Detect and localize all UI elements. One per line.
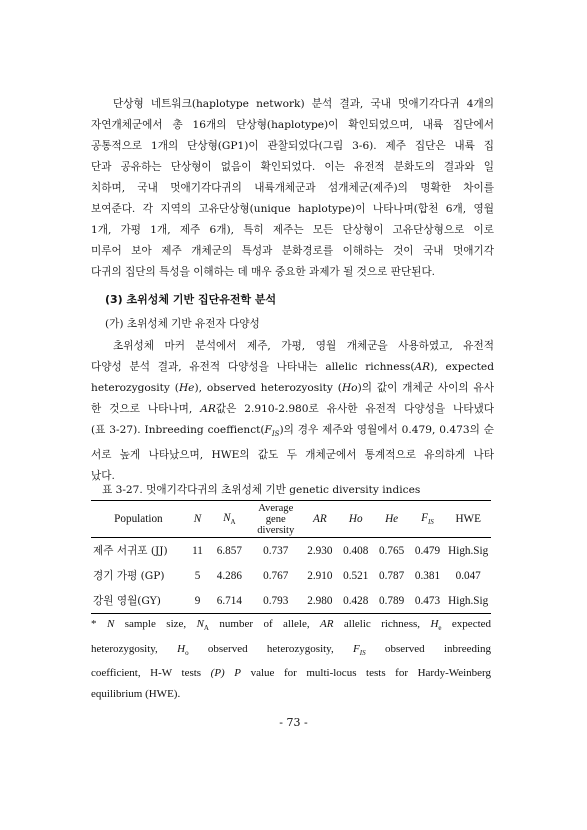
cell-n: 11 — [192, 544, 203, 557]
header-na: $N_A$ — [223, 511, 236, 527]
cell-fis: 0.479 — [414, 544, 441, 557]
cell-avg: 0.767 — [263, 569, 289, 582]
cell-hwe: High.Sig — [448, 594, 489, 607]
subsection-heading: (가) 초위성체 기반 유전자 다양성 — [105, 318, 260, 330]
section-heading: (3) 초위성체 기반 집단유전학 분석 — [105, 293, 277, 306]
cell-na: 6.857 — [216, 544, 242, 557]
text-line: heterozygosity (He), observed heterozyosity (Ho)의 값이 개체군 사이의 유사 — [91, 382, 494, 394]
text-line: 단상형 네트워크(haplotype network) 분석 결과, 국내 멋애기각다귀 4개의 — [113, 98, 494, 110]
cell-he: 0.787 — [379, 569, 405, 582]
header-n: N — [193, 513, 202, 525]
header-average-gene-diversity — [250, 501, 302, 538]
footnote-line: * N sample size, $N_A$ number of allele, AR allelic richness, $H_e$ expected — [91, 618, 491, 633]
cell-fis: 0.381 — [414, 569, 441, 582]
cell-avg: 0.737 — [263, 544, 289, 557]
table-row — [91, 588, 491, 614]
cell-n: 9 — [194, 594, 201, 607]
cell-ar: 2.980 — [307, 594, 333, 607]
cell-ar: 2.910 — [307, 569, 333, 582]
cell-n: 5 — [194, 569, 201, 582]
cell-fis: 0.473 — [414, 594, 441, 607]
header-ho: Ho — [348, 513, 363, 525]
table-row — [91, 563, 491, 588]
text-line: 다양성 분석 결과, 유전적 다양성을 나타내는 allelic richness(AR), expected — [91, 361, 494, 373]
text-line: 다귀의 집단의 특성을 이해하는 데 매우 중요한 과제가 될 것으로 판단된다. — [91, 266, 436, 278]
table-row — [91, 538, 491, 564]
header-he: He — [385, 513, 399, 525]
text-line: 미루어 보아 제주 개체군의 특성과 분화경로를 이해하는 것이 국내 멋애기각 — [91, 245, 494, 257]
cell-hwe: 0.047 — [455, 569, 481, 582]
cell-ho: 0.408 — [343, 544, 369, 557]
header-hwe: HWE — [455, 513, 481, 525]
paragraph-microsatellite-diversity — [91, 336, 494, 487]
footnote-line: coefficient, H-W tests (P) P value for multi-locus tests for Hardy-Weinberg — [91, 667, 491, 680]
table-footnote — [91, 614, 491, 704]
text-line: 1개, 가평 1개, 제주 6개), 특히 제주는 모든 단상형이 고유단상형으로 이로 — [91, 224, 494, 236]
text-line: 한 것으로 나타나며, AR값은 2.910-2.980로 유사한 유전적 다양성을 나타냈다 — [91, 403, 494, 415]
footnote-line: equilibrium (HWE). — [91, 687, 181, 700]
header-fis: $F_{IS}$ — [421, 511, 434, 527]
text-line: 자연개체군에서 총 16개의 단상형(haplotype)이 확인되었으며, 내륙 집단에서 — [91, 119, 494, 131]
table-header-row — [91, 501, 491, 538]
cell-he: 0.765 — [379, 544, 405, 557]
text-line: 초위성체 마커 분석에서 제주, 가평, 영월 개체군을 사용하였고, 유전적 — [113, 340, 494, 352]
text-line: 공통적으로 1개의 단상형(GP1)이 관찰되었다(그림 3-6). 제주 집단은 내륙 집 — [91, 140, 494, 152]
text-line: 서로 높게 나타났으며, HWE의 값도 두 개체군에서 통계적으로 유의하게 나타 — [91, 449, 494, 462]
cell-avg: 0.793 — [263, 594, 289, 607]
text-line: (표 3-27). Inbreeding $coeffienct(F_{IS})$의 경우 제주와 영월에서 0.479, 0.473의 순 — [91, 424, 494, 439]
header-avg-line: gene — [265, 513, 286, 525]
header-avg-line: Average — [258, 502, 294, 514]
header-ar: AR — [313, 513, 327, 525]
table-caption: 표 3-27. 멋애기각다귀의 초위성체 기반 genetic diversity indices — [102, 484, 421, 496]
header-population: Population — [114, 513, 163, 525]
cell-ho: 0.521 — [343, 569, 369, 582]
genetic-diversity-table — [91, 500, 491, 614]
text-line: 단과 공유하는 단상형이 없음이 확인되었다. 이는 유전적 분화도의 결과와 일 — [91, 161, 494, 173]
text-line: 났다. — [91, 470, 115, 483]
cell-population: 제주 서귀포 (JJ) — [93, 545, 168, 557]
cell-he: 0.789 — [379, 594, 405, 607]
cell-population: 강원 영월(GY) — [93, 595, 161, 607]
page-number: - 73 - — [279, 716, 308, 729]
header-avg-line: diversity — [257, 524, 295, 536]
footnote-line: heterozygosity, $H_o$ observed heterozygosity, $F_{IS}$ observed inbreeding — [91, 642, 491, 657]
cell-ho: 0.428 — [343, 594, 369, 607]
text-line: 보여준다. 각 지역의 고유단상형(unique haplotype)이 나타나며(합천 6개, 영월 — [91, 203, 494, 215]
cell-hwe: High.Sig — [448, 544, 489, 557]
cell-na: 4.286 — [216, 569, 242, 582]
cell-population: 경기 가평 (GP) — [93, 570, 165, 582]
paragraph-haplotype-network — [91, 94, 494, 283]
text-line: 치하며, 국내 멋애기각다귀의 내륙개체군과 섬개체군(제주)의 명확한 차이를 — [91, 182, 494, 194]
cell-ar: 2.930 — [307, 544, 333, 557]
cell-na: 6.714 — [216, 594, 242, 607]
